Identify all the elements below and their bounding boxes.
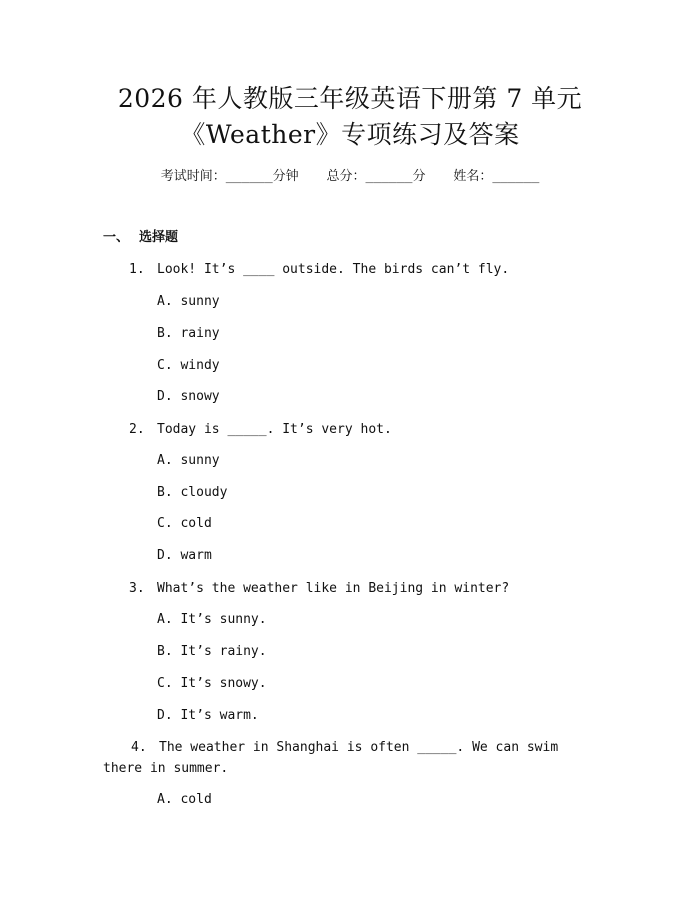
- page-title-line-2: 《Weather》专项练习及答案: [180, 120, 520, 149]
- question-3-option-c: C. It’s snowy.: [157, 676, 267, 691]
- question-1-option-c: C. windy: [157, 358, 220, 373]
- question-3-option-d: D. It’s warm.: [157, 708, 259, 723]
- question-number: 1.: [129, 262, 145, 277]
- question-4-option-a: A. cold: [157, 792, 212, 807]
- question-4: [103, 737, 583, 779]
- exam-time-field: 考试时间：______分钟: [160, 169, 299, 184]
- question-2-option-b: B. cloudy: [157, 485, 228, 500]
- question-3: [129, 578, 509, 599]
- question-2-option-c: C. cold: [157, 516, 212, 531]
- question-3-option-a: A. It’s sunny.: [157, 612, 267, 627]
- question-number: 3.: [129, 581, 145, 596]
- question-number: 4.: [131, 740, 147, 755]
- question-number: 2.: [129, 422, 145, 437]
- page-title-line-1: 2026 年人教版三年级英语下册第 7 单元: [117, 84, 583, 113]
- question-text: Today is _____. It’s very hot.: [157, 422, 392, 437]
- section-title: 选择题: [139, 230, 179, 245]
- exam-meta: [0, 167, 700, 187]
- question-3-option-b: B. It’s rainy.: [157, 644, 267, 659]
- student-name-field: 姓名：______: [453, 169, 540, 184]
- question-text: The weather in Shanghai is often _____. We can swim there in summer.: [103, 740, 559, 776]
- section-number: 一、: [103, 230, 130, 245]
- question-1-option-b: B. rainy: [157, 326, 220, 341]
- question-text: What’s the weather like in Beijing in winter?: [157, 581, 510, 596]
- question-1-option-a: A. sunny: [157, 294, 220, 309]
- total-score-field: 总分：______分: [326, 169, 426, 184]
- section-heading: [103, 228, 178, 248]
- question-1-option-d: D. snowy: [157, 389, 220, 404]
- question-2-option-d: D. warm: [157, 548, 212, 563]
- question-1: [129, 259, 509, 280]
- question-2: [129, 419, 392, 440]
- question-text: Look! It’s ____ outside. The birds can’t fly.: [157, 262, 510, 277]
- question-2-option-a: A. sunny: [157, 453, 220, 468]
